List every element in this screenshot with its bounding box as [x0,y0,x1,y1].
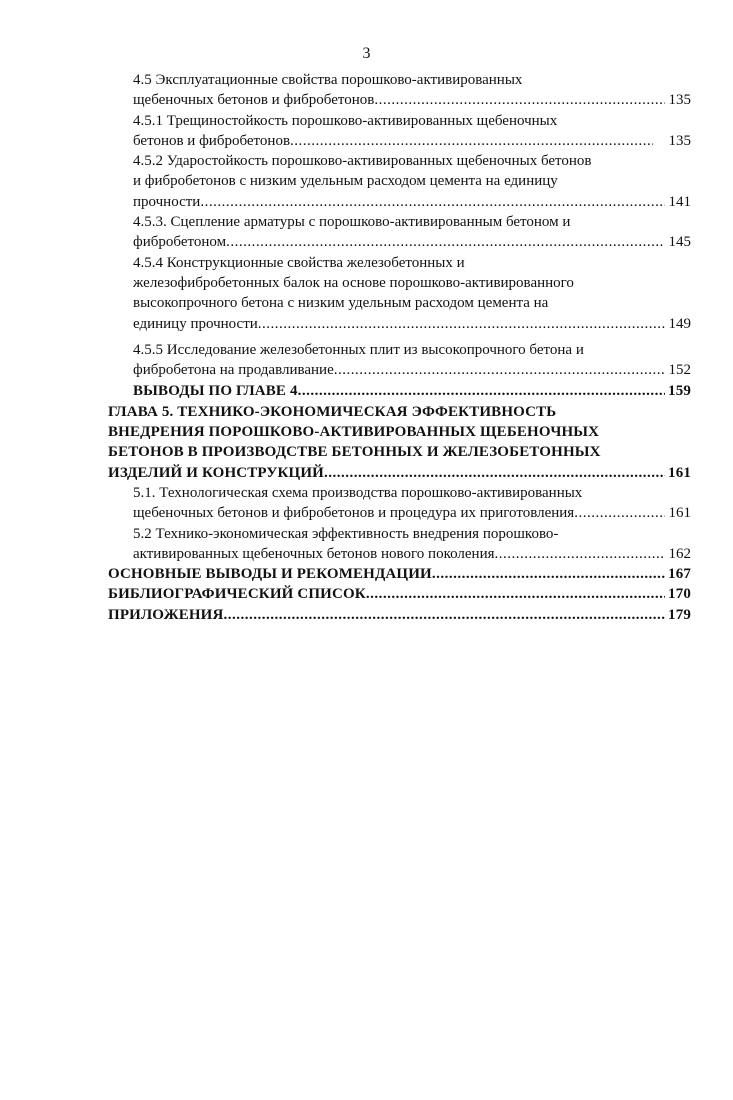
toc-entry-text: 5.1. Технологическая схема производства порошково-активированных [133,484,583,501]
toc-leader-dots [226,232,665,252]
toc-leader-dots [574,503,665,523]
toc-entry-text: ПРИЛОЖЕНИЯ [108,606,224,623]
toc-entry-text: щебеночных бетонов и фибробетонов и процедура их приготовления [133,505,575,522]
page-number: 3 [362,45,371,62]
toc-entry-4-5-5[interactable] [108,340,691,381]
toc-entry-text: 4.5.5 Исследование железобетонных плит из высокопрочного бетона и [133,341,584,358]
toc-entry-text: ОСНОВНЫЕ ВЫВОДЫ И РЕКОМЕНДАЦИИ [108,566,432,583]
toc-entry-text: ВЫВОДЫ ПО ГЛАВЕ 4 [133,383,298,400]
toc-page-number: 179 [668,606,691,623]
toc-entry-conclusions-chapter-4[interactable] [108,381,691,401]
toc-entry-bibliography[interactable] [108,584,691,604]
toc-entry-4-5-4[interactable] [108,253,691,334]
toc-entry-text: бетонов и фибробетонов [133,132,291,149]
toc-entry-text: 5.2 Технико-экономическая эффективность внедрения порошково- [133,525,559,542]
toc-entry-text: щебеночных бетонов и фибробетонов [133,92,375,109]
toc-entry-main-conclusions[interactable] [108,564,691,584]
toc-leader-dots [374,90,665,110]
toc-entry-5-2[interactable] [108,524,691,565]
toc-entry-text: высокопрочного бетона с низким удельным расходом цемента на [133,295,549,312]
toc-entry-text: БИБЛИОГРАФИЧЕСКИЙ СПИСОК [108,586,366,603]
toc-leader-dots [432,564,665,584]
toc-entry-text: активированных щебеночных бетонов нового поколения [133,545,495,562]
toc-entry-text: прочности [133,193,201,210]
toc-entry-text: 4.5.2 Ударостойкость порошково-активированных щебеночных бетонов [133,153,592,170]
toc-page-number: 170 [668,586,691,603]
toc-entry-4-5-3[interactable] [108,212,691,253]
toc-entry-text: 4.5.3. Сцепление арматуры с порошково-активированным бетоном и [133,214,571,231]
toc-leader-dots [223,605,665,625]
toc-entry-4-5-2[interactable] [108,151,691,212]
toc-leader-dots [258,314,665,334]
toc-leader-dots [495,544,665,564]
toc-entry-text: фибробетоном [133,234,227,251]
toc-page-number: 135 [668,132,691,149]
toc-leader-dots [298,381,665,401]
toc-entry-4-5-1[interactable] [108,111,691,152]
toc-page-number: 161 [668,464,691,481]
toc-entry-text: 4.5.1 Трещиностойкость порошково-активированных щебеночных [133,112,558,129]
toc-entry-text: железофибробетонных балок на основе порошково-активированного [133,274,574,291]
toc-page-number: 135 [668,92,691,109]
toc-page-number: 145 [668,234,691,251]
toc-entry-text: ГЛАВА 5. ТЕХНИКО-ЭКОНОМИЧЕСКАЯ ЭФФЕКТИВНОСТЬ [108,403,557,420]
toc-page-number: 162 [668,545,691,562]
toc-page-number: 167 [668,566,691,583]
toc-entry-5-1[interactable] [108,483,691,524]
toc-page-number: 161 [668,505,691,522]
toc-entry-text: фибробетона на продавливание [133,362,334,379]
toc-entry-text: 4.5.4 Конструкционные свойства железобетонных и [133,254,465,271]
toc-entry-text: и фибробетонов с низким удельным расходом цемента на единицу [133,173,558,190]
toc-entry-text: ВНЕДРЕНИЯ ПОРОШКОВО-АКТИВИРОВАННЫХ ЩЕБЕНОЧНЫХ [108,424,600,441]
toc-entry-text: 4.5 Эксплуатационные свойства порошково-активированных [133,72,523,88]
toc-entry-chapter-5[interactable] [108,402,691,483]
toc-leader-dots [200,192,665,212]
toc-entry-appendices[interactable] [108,605,691,625]
toc-page-number: 149 [668,315,691,332]
toc-leader-dots [334,360,665,380]
toc-leader-dots [290,131,653,151]
toc-page-number: 141 [668,193,691,210]
toc-page-number: 152 [668,362,691,379]
toc-leader-dots [366,584,665,604]
toc-entry-text: единицу прочности [133,315,258,332]
toc-entry-4-5[interactable] [108,70,691,111]
toc-entry-text: БЕТОНОВ В ПРОИЗВОДСТВЕ БЕТОННЫХ И ЖЕЛЕЗОБЕТОННЫХ [108,444,601,461]
toc-page-number: 159 [668,383,691,400]
toc-entry-text: ИЗДЕЛИЙ И КОНСТРУКЦИЙ [108,464,324,481]
table-of-contents [108,70,691,625]
toc-leader-dots [324,463,665,483]
